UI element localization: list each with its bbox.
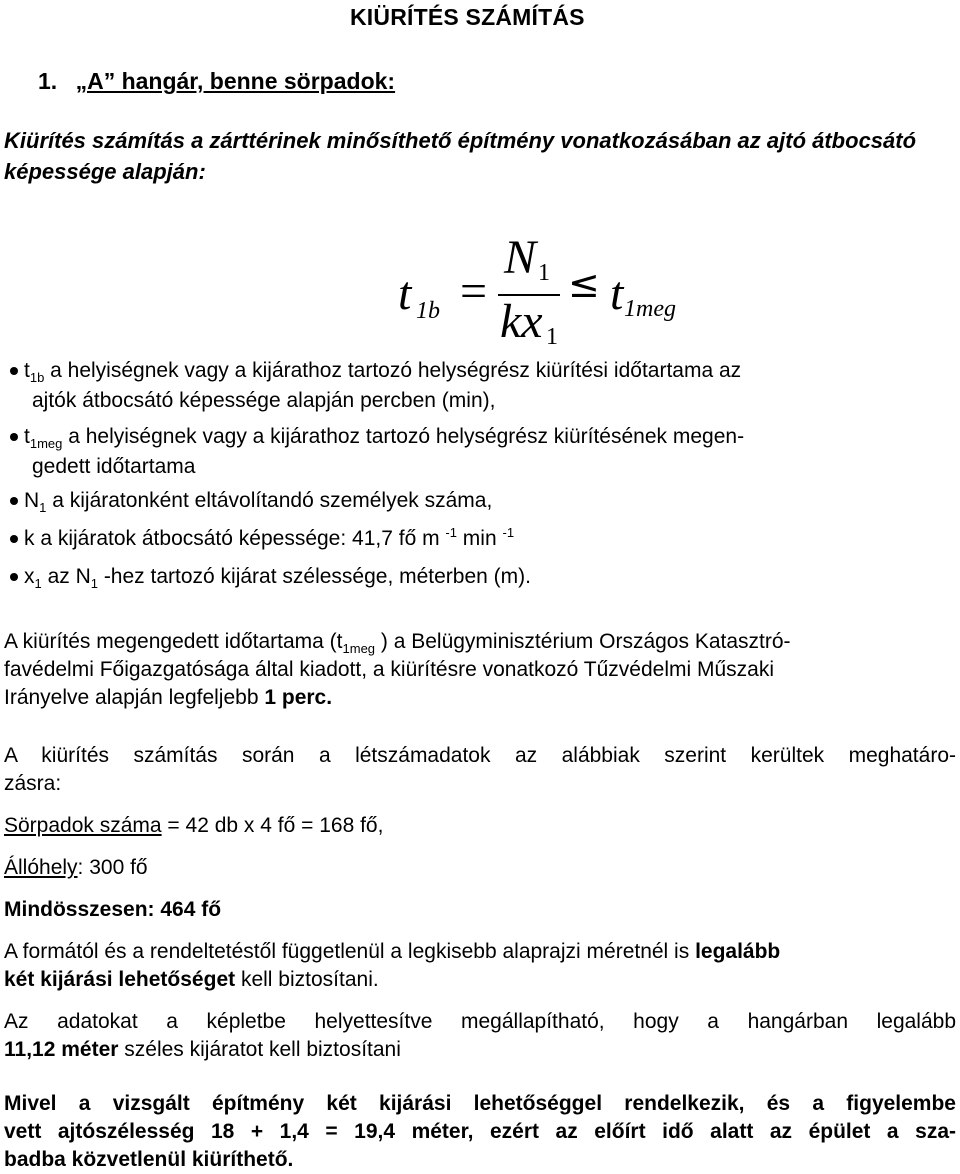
paragraph-two-exits: A formától és a rendeltetéstől függetlenül a legkisebb alaprajzi méretnél is legalább két kijárási lehetőséget kell biztosítani. <box>4 940 781 991</box>
list-item: $N_1$ a kijáratonként eltávolítandó személyek száma, <box>10 486 956 516</box>
formula-lhs: t <box>398 267 412 320</box>
intro-text: Kiürítés számítás a zárttérinek minősíthető építmény vonatkozásában az ajtó átbocsátó képessége alapján: <box>4 128 917 184</box>
section-number: 1. <box>38 68 58 94</box>
paragraph-exit-width: Az adatokat a képletbe helyettesítve megállapítható, hogy a hangárban legalább 11,12 méter széles kijáratot kell biztosítani <box>4 1010 956 1061</box>
paragraph-conclusion: Mivel a vizsgált építmény két kijárási lehetőséggel rendelkezik, és a figyelembe vett ajtószélesség 18 + 1,4 = 19,4 méter, ezért az előírt idő alatt az épület a sza- badba közvetlenül kiüríthető. <box>4 1092 956 1171</box>
list-item: k a kijáratok átbocsátó képessége: 41,7 fő m $^{-1}$ min $^{-1}$ <box>10 524 956 554</box>
standing-label: Állóhely <box>4 856 78 879</box>
formula-numerator: N <box>504 231 537 284</box>
list-item: $t_{1b}$ a helyiségnek vagy a kijárathoz tartozó helységrész kiürítési időtartama az ajtók átbocsátó képessége alapján percben (min), <box>10 356 956 416</box>
formula-numerator-sub: 1 <box>538 260 550 286</box>
headcount-standing: Állóhely: 300 fő <box>4 856 148 879</box>
bullet-icon <box>10 535 18 543</box>
list-item: $x_1$ az $N_1$ -hez tartozó kijárat szélessége, méterben (m). <box>10 562 956 592</box>
paragraph-evacuation-time: A kiürítés megengedett időtartama ($t_{1meg}$ ) a Belügyminisztérium Országos Katasztró- favédelmi Főigazgatósága által kiadott, a kiürítésre vonatkozó Tűzvédelmi Műszaki Irányelve alapján legfeljebb 1 perc. <box>4 630 791 709</box>
headcount-total: Mindösszesen: 464 fő <box>4 898 222 921</box>
formula-rhs: t <box>610 267 624 320</box>
formula-leq: ≤ <box>568 262 600 306</box>
formula-equals: = <box>460 265 488 318</box>
bullet-icon <box>10 497 18 505</box>
section-title: „A” hangár, benne sörpadok: <box>75 68 396 94</box>
section-heading <box>38 68 395 95</box>
benches-label: Sörpadok száma <box>4 814 162 837</box>
bullet-icon <box>10 367 18 375</box>
bullet-icon <box>10 573 18 581</box>
formula-denominator: kx <box>500 295 543 348</box>
bullet-icon <box>10 433 18 441</box>
paragraph-headcount-intro: A kiürítés számítás során a létszámadatok az alábbiak szerint kerültek meghatáro- zásra: <box>4 744 956 795</box>
formula-rhs-sub: 1meg <box>624 296 676 322</box>
formula-lhs-sub: 1b <box>416 298 440 324</box>
formula-denominator-sub: 1 <box>546 324 558 350</box>
list-item: $t_{1meg}$ a helyiségnek vagy a kijárathoz tartozó helységrész kiürítésének megen- gedett időtartama <box>10 422 956 482</box>
headcount-benches: Sörpadok száma = 42 db x 4 fő = 168 fő, <box>4 814 384 837</box>
evacuation-formula <box>398 228 698 350</box>
page-title: KIÜRÍTÉS SZÁMÍTÁS <box>350 4 585 30</box>
